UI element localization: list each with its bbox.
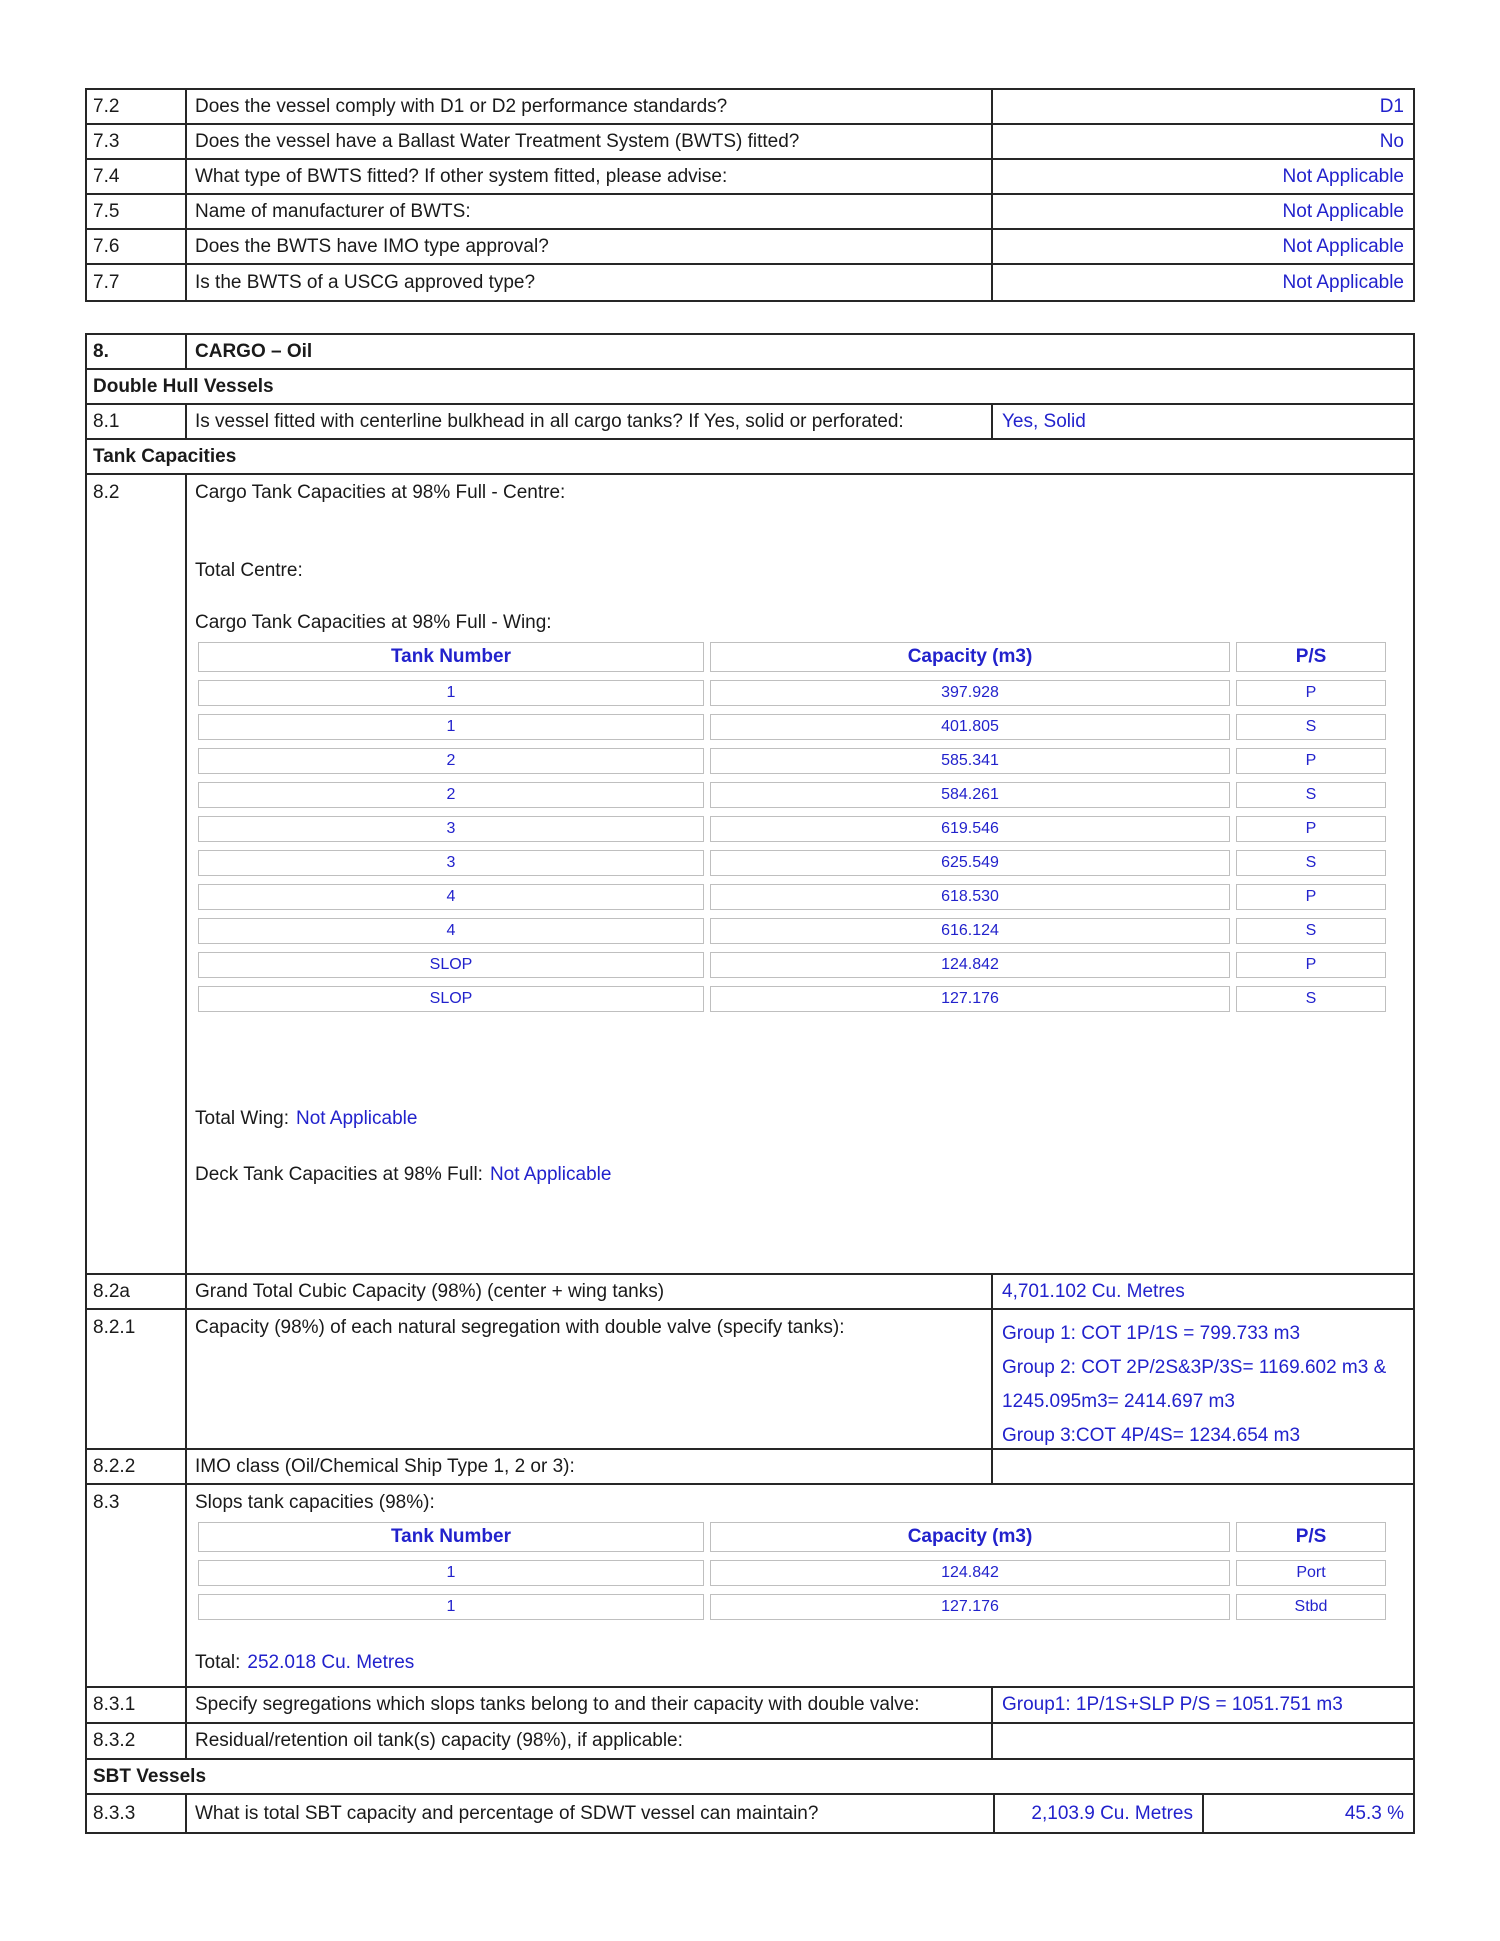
tank-capacities-header: Tank Capacities <box>93 445 237 467</box>
row-number: 7.6 <box>87 230 187 263</box>
question-text: IMO class (Oil/Chemical Ship Type 1, 2 or 3): <box>187 1450 993 1483</box>
centre-capacities-label: Cargo Tank Capacities at 98% Full - Centre: <box>195 482 566 503</box>
answer-text: Not Applicable <box>1282 200 1404 222</box>
capacity-cell: 401.805 <box>710 714 1230 740</box>
row-number: 8.3 <box>87 1485 187 1686</box>
capacity-cell: 124.842 <box>710 1560 1230 1586</box>
table-row <box>87 195 1413 230</box>
section-number: 8. <box>87 335 187 368</box>
section-title: CARGO – Oil <box>195 340 313 362</box>
table-row <box>198 782 1386 808</box>
slops-total-label: Total: <box>195 1652 241 1673</box>
tank-number-cell: 2 <box>198 748 704 774</box>
capacity-cell: 584.261 <box>710 782 1230 808</box>
question-text: Residual/retention oil tank(s) capacity (98%), if applicable: <box>187 1724 993 1758</box>
answer-text: 4,701.102 Cu. Metres <box>1002 1280 1185 1302</box>
ps-cell: P <box>1236 748 1386 774</box>
table-row <box>198 1560 1386 1586</box>
question-text: Is the BWTS of a USCG approved type? <box>187 265 993 300</box>
tank-number-cell: 4 <box>198 918 704 944</box>
ps-cell: P <box>1236 680 1386 706</box>
total-centre-label: Total Centre: <box>195 560 303 581</box>
col-header-capacity: Capacity (m3) <box>710 642 1230 672</box>
question-text: Capacity (98%) of each natural segregation with double valve (specify tanks): <box>187 1310 993 1448</box>
tank-capacities-content <box>187 475 1413 1273</box>
ps-cell: P <box>1236 884 1386 910</box>
row-number: 8.2 <box>87 475 187 1273</box>
wing-tanks-table <box>192 634 1392 1020</box>
table-row <box>87 1310 1413 1450</box>
tank-number-cell: 1 <box>198 1594 704 1620</box>
deck-capacities-line <box>195 1164 1413 1186</box>
table-row <box>198 816 1386 842</box>
total-wing-line <box>195 1108 1413 1130</box>
tank-number-cell: 3 <box>198 850 704 876</box>
capacity-cell: 618.530 <box>710 884 1230 910</box>
table-row <box>87 1724 1413 1760</box>
row-number: 8.3.2 <box>87 1724 187 1758</box>
tank-number-cell: 4 <box>198 884 704 910</box>
ballast-questions-table <box>85 88 1415 302</box>
col-header-ps: P/S <box>1236 642 1386 672</box>
table-row <box>87 125 1413 160</box>
slops-table-header-row <box>198 1522 1386 1552</box>
capacity-cell: 616.124 <box>710 918 1230 944</box>
capacity-cell: 397.928 <box>710 680 1230 706</box>
ps-cell: S <box>1236 782 1386 808</box>
total-wing-value: Not Applicable <box>295 1108 418 1129</box>
question-text: Specify segregations which slops tanks belong to and their capacity with double valve: <box>187 1688 993 1722</box>
ps-cell: P <box>1236 952 1386 978</box>
question-text: Is vessel fitted with centerline bulkhead in all cargo tanks? If Yes, solid or perforated: <box>187 405 993 438</box>
answer-text <box>993 1450 1413 1483</box>
ps-cell: S <box>1236 850 1386 876</box>
answer-text: Not Applicable <box>1282 271 1404 293</box>
table-row <box>87 265 1413 300</box>
ps-cell: S <box>1236 986 1386 1012</box>
subheader-row <box>87 1760 1413 1795</box>
capacity-cell: 585.341 <box>710 748 1230 774</box>
sbt-percentage-value: 45.3 % <box>1344 1802 1404 1824</box>
subheader-row <box>87 370 1413 405</box>
col-header-tank-number: Tank Number <box>198 642 704 672</box>
table-row <box>198 986 1386 1012</box>
row-number: 7.3 <box>87 125 187 158</box>
answer-text: Not Applicable <box>1282 165 1404 187</box>
capacity-cell: 625.549 <box>710 850 1230 876</box>
table-row <box>198 884 1386 910</box>
question-text: Does the vessel comply with D1 or D2 performance standards? <box>187 90 993 123</box>
row-number: 8.2.2 <box>87 1450 187 1483</box>
row-number: 7.4 <box>87 160 187 193</box>
table-row <box>198 1594 1386 1620</box>
capacity-cell: 127.176 <box>710 1594 1230 1620</box>
col-header-ps: P/S <box>1236 1522 1386 1552</box>
row-number: 8.2a <box>87 1275 187 1308</box>
double-hull-header: Double Hull Vessels <box>93 375 274 397</box>
table-row <box>198 748 1386 774</box>
tank-number-cell: 1 <box>198 714 704 740</box>
tank-capacities-row <box>87 475 1413 1275</box>
answer-line: 1245.095m3= 2414.697 m3 <box>1002 1391 1235 1412</box>
sbt-capacity-value: 2,103.9 Cu. Metres <box>995 1795 1204 1832</box>
capacity-cell: 619.546 <box>710 816 1230 842</box>
row-number: 8.3.3 <box>87 1795 187 1832</box>
table-row <box>87 405 1413 440</box>
wing-table-header-row <box>198 642 1386 672</box>
answer-line: Group 2: COT 2P/2S&3P/3S= 1169.602 m3 & <box>1002 1357 1387 1378</box>
slops-tanks-table <box>192 1514 1392 1628</box>
slops-content <box>187 1485 1413 1686</box>
table-row <box>87 230 1413 265</box>
answer-text: D1 <box>1379 95 1404 117</box>
answer-line: Group 3:COT 4P/4S= 1234.654 m3 <box>1002 1425 1301 1446</box>
row-number: 8.3.1 <box>87 1688 187 1722</box>
tank-number-cell: 1 <box>198 1560 704 1586</box>
sbt-capacity-row <box>87 1795 1413 1832</box>
row-number: 7.5 <box>87 195 187 228</box>
tank-number-cell: 2 <box>198 782 704 808</box>
slops-label: Slops tank capacities (98%): <box>195 1492 435 1513</box>
row-number: 7.2 <box>87 90 187 123</box>
deck-capacities-value: Not Applicable <box>489 1164 612 1185</box>
row-number: 8.2.1 <box>87 1310 187 1448</box>
ps-cell: S <box>1236 714 1386 740</box>
table-row <box>198 918 1386 944</box>
question-text: Does the BWTS have IMO type approval? <box>187 230 993 263</box>
answer-text: No <box>1379 130 1404 152</box>
ps-cell: Port <box>1236 1560 1386 1586</box>
row-number: 8.1 <box>87 405 187 438</box>
question-text: Does the vessel have a Ballast Water Treatment System (BWTS) fitted? <box>187 125 993 158</box>
question-text: Grand Total Cubic Capacity (98%) (center + wing tanks) <box>187 1275 993 1308</box>
tank-number-cell: 1 <box>198 680 704 706</box>
cargo-oil-table <box>85 333 1415 1834</box>
sbt-vessels-header: SBT Vessels <box>93 1765 207 1787</box>
deck-capacities-label: Deck Tank Capacities at 98% Full: <box>195 1164 483 1185</box>
answer-text <box>993 1310 1413 1448</box>
table-row <box>87 90 1413 125</box>
question-text: Name of manufacturer of BWTS: <box>187 195 993 228</box>
total-wing-label: Total Wing: <box>195 1108 289 1129</box>
section-header-row <box>87 335 1413 370</box>
tank-number-cell: 3 <box>198 816 704 842</box>
question-text: What type of BWTS fitted? If other system fitted, please advise: <box>187 160 993 193</box>
slops-capacities-row <box>87 1485 1413 1688</box>
answer-text: Yes, Solid <box>1002 410 1086 432</box>
tank-number-cell: SLOP <box>198 952 704 978</box>
table-row <box>87 1275 1413 1310</box>
ps-cell: Stbd <box>1236 1594 1386 1620</box>
slops-total-line <box>195 1652 1413 1674</box>
ps-cell: S <box>1236 918 1386 944</box>
tank-number-cell: SLOP <box>198 986 704 1012</box>
answer-line: Group 1: COT 1P/1S = 799.733 m3 <box>1002 1323 1301 1344</box>
table-row <box>87 1450 1413 1485</box>
answer-text: Not Applicable <box>1282 235 1404 257</box>
table-row <box>87 1688 1413 1724</box>
wing-capacities-label: Cargo Tank Capacities at 98% Full - Wing: <box>195 612 552 633</box>
row-number: 7.7 <box>87 265 187 300</box>
ps-cell: P <box>1236 816 1386 842</box>
table-row <box>198 850 1386 876</box>
slops-total-value: 252.018 Cu. Metres <box>247 1652 415 1673</box>
table-row <box>198 714 1386 740</box>
answer-text: Group1: 1P/1S+SLP P/S = 1051.751 m3 <box>1002 1694 1343 1715</box>
col-header-capacity: Capacity (m3) <box>710 1522 1230 1552</box>
answer-text <box>993 1724 1413 1758</box>
question-text: What is total SBT capacity and percentage of SDWT vessel can maintain? <box>187 1795 995 1832</box>
col-header-tank-number: Tank Number <box>198 1522 704 1552</box>
capacity-cell: 124.842 <box>710 952 1230 978</box>
table-row <box>198 952 1386 978</box>
subheader-row <box>87 440 1413 475</box>
capacity-cell: 127.176 <box>710 986 1230 1012</box>
table-row <box>198 680 1386 706</box>
table-row <box>87 160 1413 195</box>
